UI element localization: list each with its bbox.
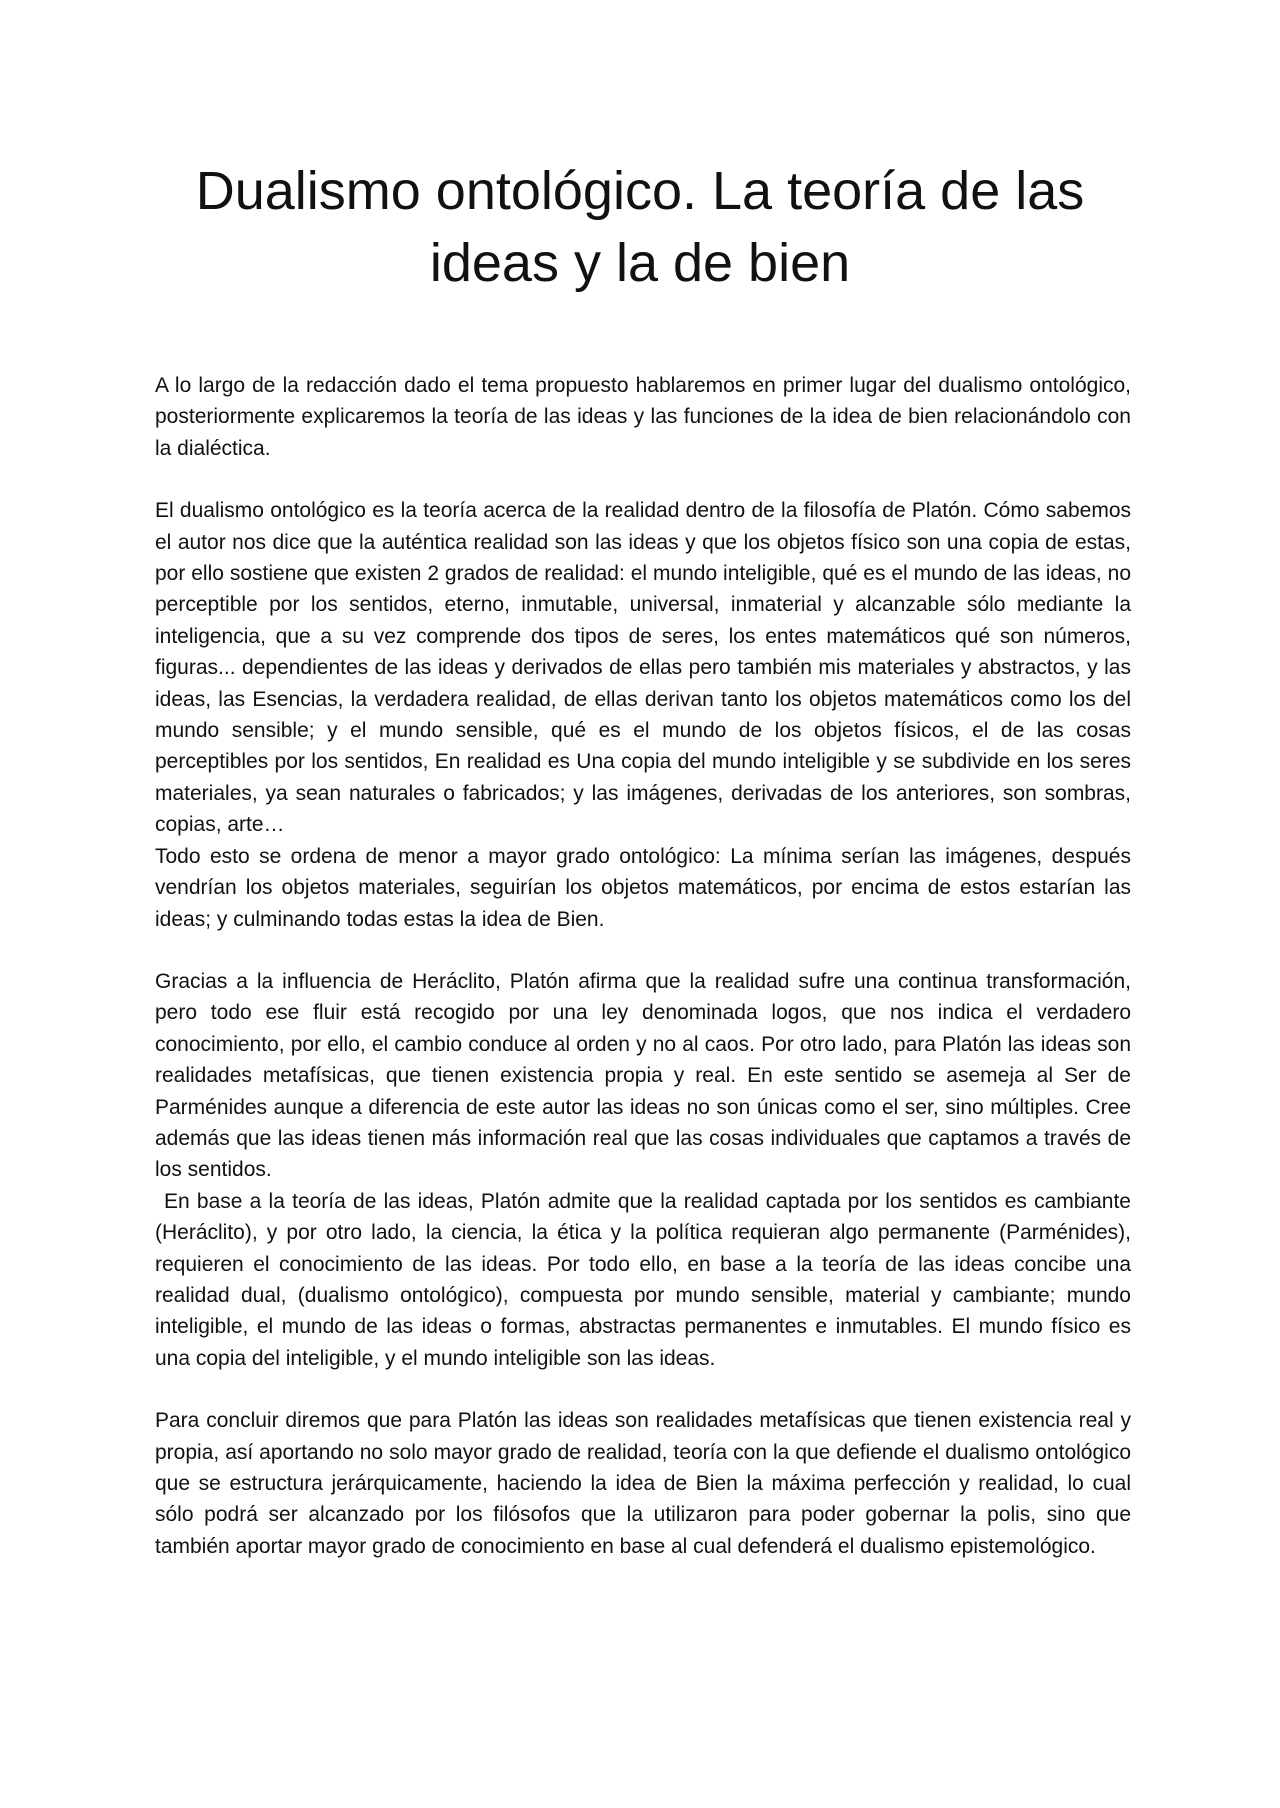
paragraph-spacer: [155, 935, 1131, 966]
document-title: Dualismo ontológico. La teoría de las ideas y la de bien: [195, 161, 1085, 293]
paragraph-theory-of-ideas: En base a la teoría de las ideas, Platón admite que la realidad captada por los sentidos es cambiante (Heráclito), y por otro lado, la ciencia, la ética y la política requieran algo permanente (Parménides), requieren el conocimiento de las ideas. Por todo ello, en base a la teoría de las ideas concibe una realidad dual, (dualismo ontológico), compuesta por mundo sensible, material y cambiante; mundo inteligible, el mundo de las ideas o formas, abstractas permanentes e inmutables. El mundo físico es una copia del inteligible, y el mundo inteligible son las ideas.: [155, 1189, 1131, 1370]
paragraph-ontological-dualism: El dualismo ontológico es la teoría acerca de la realidad dentro de la filosofía de Platón. Cómo sabemos el autor nos dice que la auténtica realidad son las ideas y que los objetos físico son una copia de estas, por ello sostiene que existen 2 grados de realidad: el mundo inteligible, qué es el mundo de las ideas, no perceptible por los sentidos, eterno, inmutable, universal, inmaterial y alcanzable sólo mediante la inteligencia, que a su vez comprende dos tipos de seres, los entes matemáticos qué son números, figuras... dependientes de las ideas y derivados de ellas pero también mis materiales y abstractos, y las ideas, las Esencias, la verdadera realidad, de ellas derivan tanto los objetos matemáticos como los del mundo sensible; y el mundo sensible, qué es el mundo de los objetos físicos, el de las cosas perceptibles por los sentidos, En realidad es Una copia del mundo inteligible y se subdivide en los seres materiales, ya sean naturales o fabricados; y las imágenes, derivadas de los anteriores, son sombras, copias, arte…: [155, 499, 1131, 837]
paragraph-spacer: [155, 1374, 1131, 1405]
paragraph-heraclitus-influence: Gracias a la influencia de Heráclito, Platón afirma que la realidad sufre una continua transformación, pero todo ese fluir está recogido por una ley denominada logos, que nos indica el verdadero conocimiento, por ello, el cambio conduce al orden y no al caos. Por otro lado, para Platón las ideas son realidades metafísicas, que tienen existencia propia y real. En este sentido se asemeja al Ser de Parménides aunque a diferencia de este autor las ideas no son únicas como el ser, sino múltiples. Cree además que las ideas tienen más información real que las cosas individuales que captamos a través de los sentidos.: [155, 969, 1131, 1182]
document-body: [155, 370, 1131, 1562]
paragraph-spacer: [155, 464, 1131, 495]
paragraph-introduction: A lo largo de la redacción dado el tema propuesto hablaremos en primer lugar del dualismo ontológico, posteriormente explicaremos la teoría de las ideas y las funciones de la idea de bien relacionándolo con la dialéctica.: [155, 374, 1131, 460]
paragraph-conclusion: Para concluir diremos que para Platón las ideas son realidades metafísicas que tienen existencia real y propia, así aportando no solo mayor grado de realidad, teoría con la que defiende el dualismo ontológico que se estructura jerárquicamente, haciendo la idea de Bien la máxima perfección y realidad, lo cual sólo podrá ser alcanzado por los filósofos que la utilizaron para poder gobernar la polis, sino que también aportar mayor grado de conocimiento en base al cual defenderá el dualismo epistemológico.: [155, 1409, 1131, 1558]
paragraph-ontological-order: Todo esto se ordena de menor a mayor grado ontológico: La mínima serían las imágenes, después vendrían los objetos materiales, seguirían los objetos matemáticos, por encima de estos estarían las ideas; y culminando todas estas la idea de Bien.: [155, 844, 1131, 931]
